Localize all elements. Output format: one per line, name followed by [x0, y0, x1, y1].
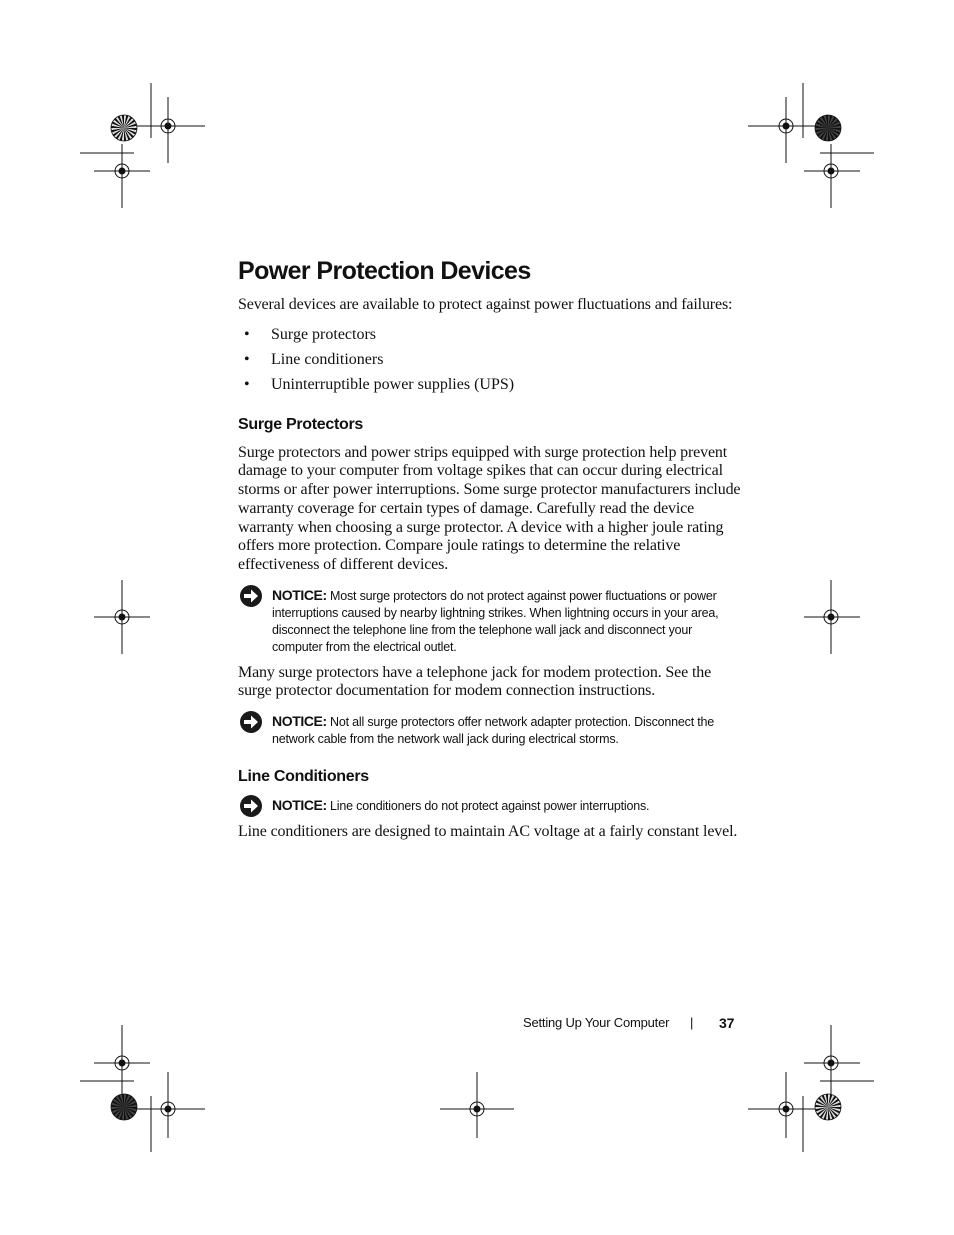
footer-section-title: Setting Up Your Computer [523, 1015, 670, 1030]
bullet-icon: • [244, 350, 250, 368]
surge-modem-paragraph: Many surge protectors have a telephone jack for modem protection. See the surge protector documentation for modem connection instructions. [238, 663, 712, 700]
page-number: 37 [719, 1015, 735, 1031]
star-target-icon [111, 1094, 137, 1120]
notice-label: NOTICE: [272, 713, 327, 730]
list-item: • Line conditioners [238, 347, 743, 372]
notice-box [238, 797, 743, 815]
intro-paragraph: Several devices are available to protect against power fluctuations and failures: [238, 296, 733, 313]
notice-text: Not all surge protectors offer network adapter protection. Disconnect the network cable from the network wall jack during electrical storms. [272, 715, 715, 747]
star-target-icon [111, 115, 137, 141]
device-list [238, 322, 743, 397]
notice-label: NOTICE: [272, 586, 327, 603]
arrow-circle-right-icon [239, 584, 263, 608]
page-title: Power Protection Devices [238, 257, 531, 285]
section-heading-surge-protectors: Surge Protectors [238, 415, 364, 433]
star-target-icon [815, 115, 841, 141]
list-item: • Uninterruptible power supplies (UPS) [238, 372, 743, 397]
star-target-icon [815, 1094, 841, 1120]
section-heading-line-conditioners: Line Conditioners [238, 768, 369, 786]
notice-box [238, 587, 743, 656]
surge-paragraph: Surge protectors and power strips equipped with surge protection help prevent damage to your computer from voltage spikes that can occur during electrical storms or after power interruptions. Some surge protector manufacturers include warranty coverage for certain types of damage. Carefully read the device warranty when choosing a surge protector. A device with a higher joule rating offers more protection. Compare joule ratings to determine the relative effectiveness of different devices. [238, 443, 741, 573]
line-conditioners-paragraph: Line conditioners are designed to maintain AC voltage at a fairly constant level. [238, 823, 738, 841]
notice-text: Most surge protectors do not protect against power fluctuations or power interruptions caused by nearby lightning strikes. When lightning occurs in your area, disconnect the telephone line from the telephone wall jack and disconnect your computer from the electrical outlet. [272, 588, 719, 654]
bullet-icon: • [244, 325, 250, 343]
page-content [238, 254, 743, 842]
notice-box [238, 713, 743, 748]
arrow-circle-right-icon [239, 710, 263, 734]
notice-label: NOTICE: [272, 797, 327, 814]
arrow-circle-right-icon [239, 794, 263, 818]
bullet-icon: • [244, 375, 250, 393]
notice-text: Line conditioners do not protect against power interruptions. [330, 799, 650, 814]
list-item: • Surge protectors [238, 322, 743, 347]
footer-separator: | [690, 1015, 694, 1030]
